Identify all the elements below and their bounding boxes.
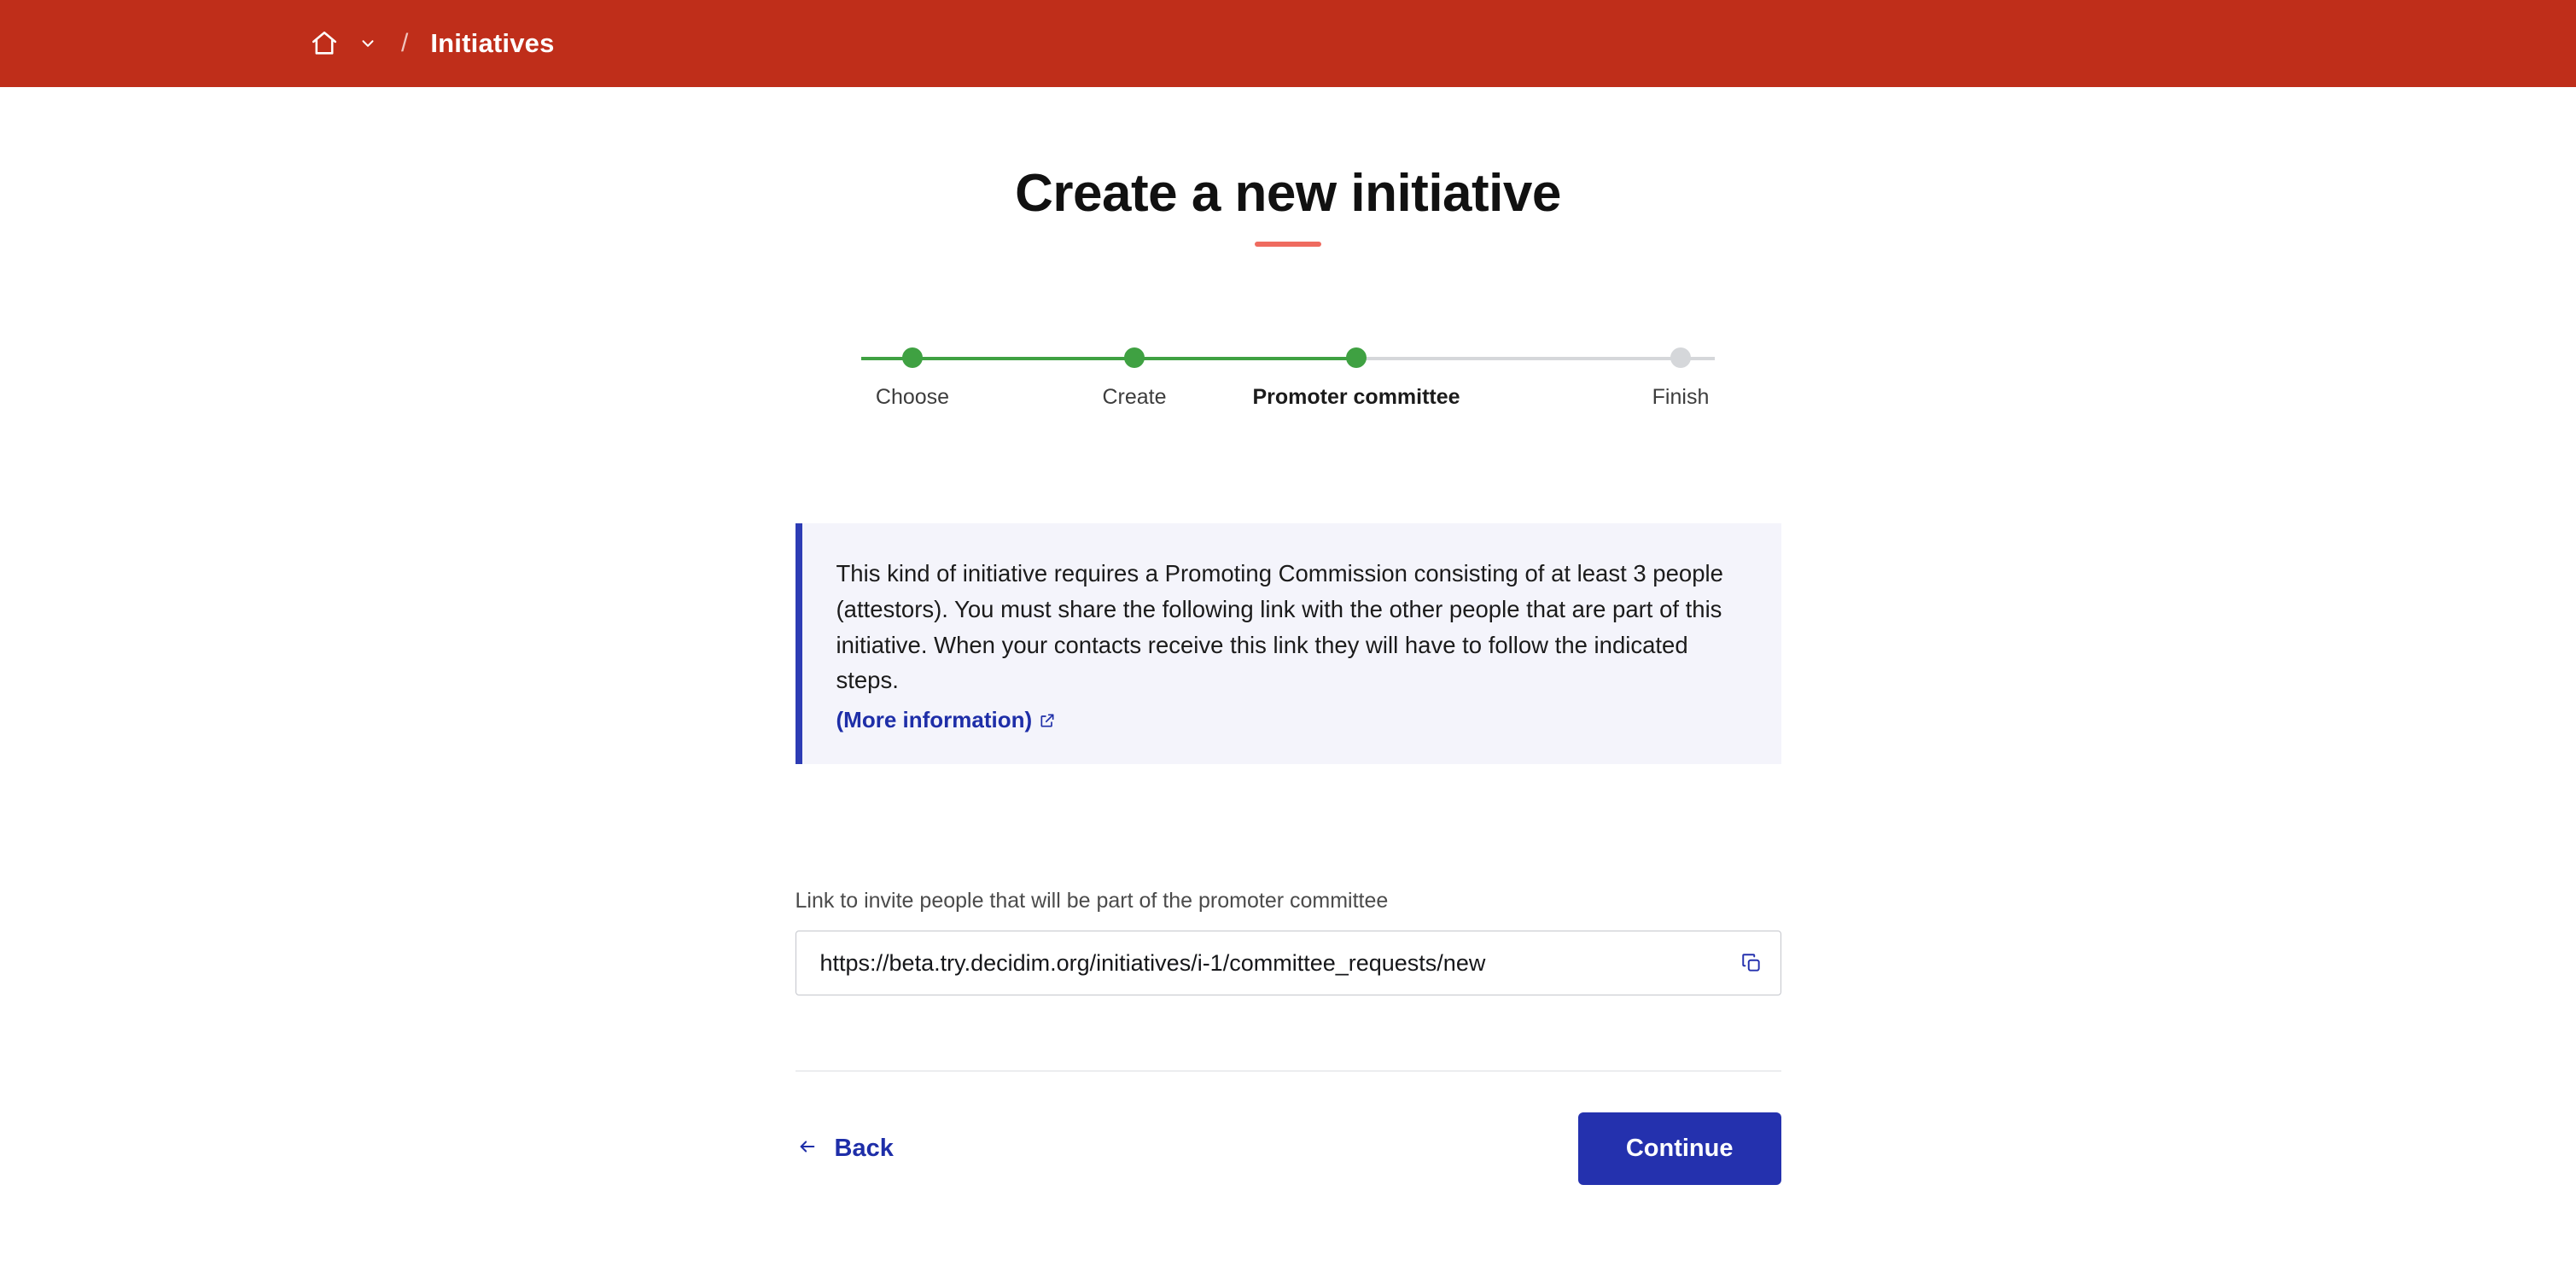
stepper-line-completed — [861, 357, 1356, 360]
page-title-block — [0, 87, 2576, 247]
breadcrumb-separator: / — [401, 29, 409, 57]
more-information-link[interactable] — [836, 707, 1057, 733]
progress-stepper — [861, 347, 1715, 419]
copy-icon[interactable] — [1740, 952, 1763, 974]
step-dot-create — [1124, 347, 1145, 368]
invite-link-field-group — [796, 889, 1781, 995]
step-dot-promoter-committee — [1346, 347, 1367, 368]
page-title: Create a new initiative — [1015, 164, 1561, 223]
continue-button[interactable]: Continue — [1578, 1112, 1781, 1185]
step-dot-finish — [1670, 347, 1691, 368]
arrow-left-icon — [796, 1135, 819, 1163]
home-icon[interactable] — [307, 26, 341, 61]
stepper-labels — [861, 385, 1715, 419]
invite-link-input[interactable] — [796, 931, 1781, 995]
stepper-track — [861, 347, 1715, 370]
step-label-choose: Choose — [875, 385, 950, 410]
breadcrumb-initiatives[interactable]: Initiatives — [430, 28, 555, 58]
step-dot-choose — [902, 347, 923, 368]
step-label-finish: Finish — [1652, 385, 1710, 410]
chevron-down-icon[interactable] — [357, 32, 379, 55]
invite-link-label: Link to invite people that will be part of the promoter committee — [795, 889, 1389, 913]
step-label-create: Create — [1102, 385, 1167, 410]
back-button[interactable] — [796, 1135, 894, 1163]
top-navigation-bar — [0, 0, 2576, 87]
callout-text: This kind of initiative requires a Promoting Commission consisting of at least 3 people (attestors). You must share the following link with the other people that are part of this initiative. When your contacts receive this link they will have to follow the indicated steps. — [836, 560, 1723, 694]
title-underline — [1255, 242, 1321, 247]
invite-link-input-row — [796, 931, 1781, 995]
info-callout — [796, 523, 1781, 764]
more-information-label: (More information) — [836, 707, 1033, 733]
step-label-promoter-committee: Promoter committee — [1252, 385, 1460, 410]
external-link-icon — [1039, 712, 1056, 729]
page-content — [0, 87, 2576, 1185]
form-actions — [796, 1112, 1781, 1185]
back-button-label: Back — [834, 1135, 894, 1163]
